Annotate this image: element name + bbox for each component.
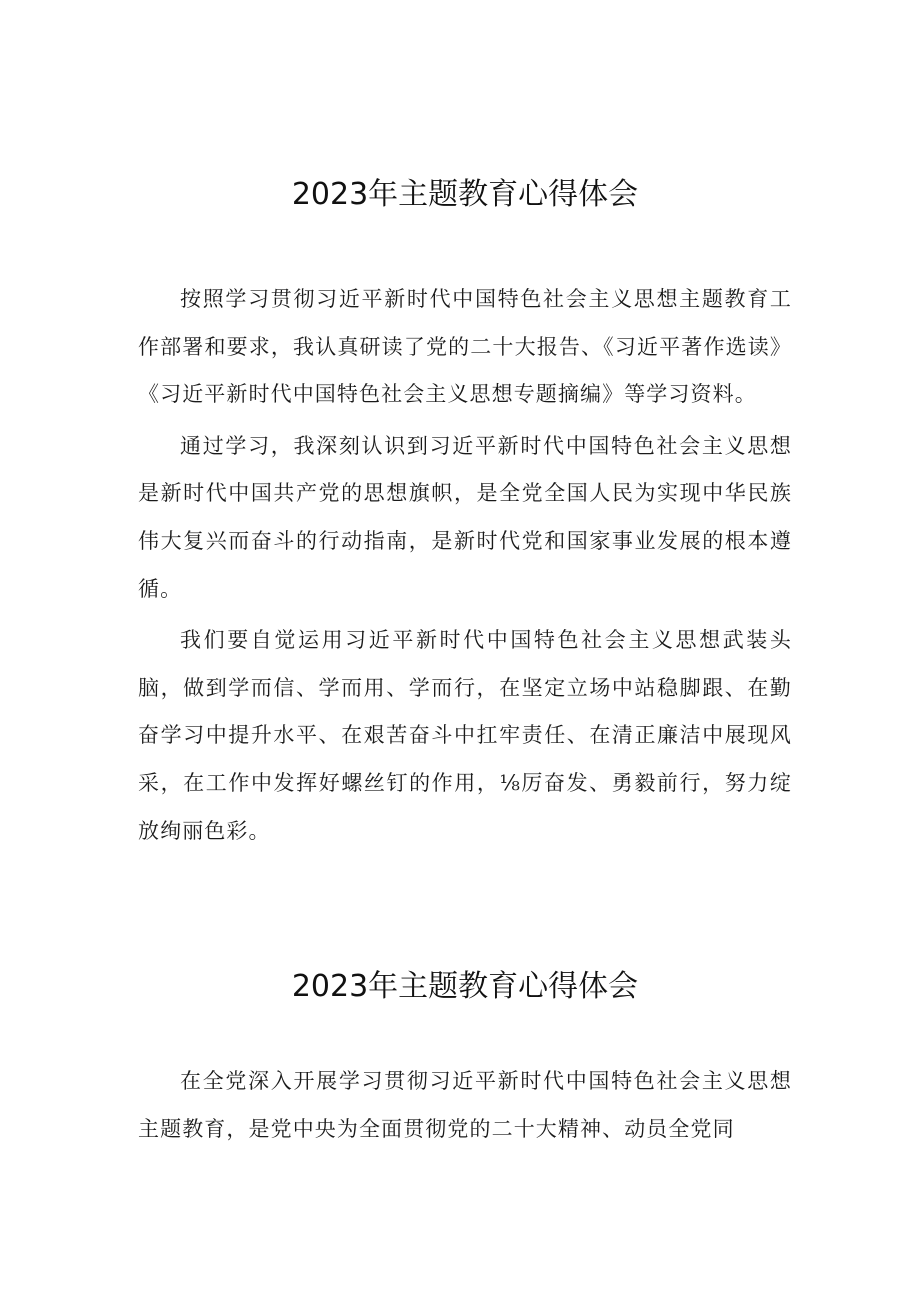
- essay-title: 2023年主题教育心得体会: [291, 177, 639, 212]
- essay-paragraph: 通过学习，我深刻认识到习近平新时代中国特色社会主义思想是新时代中国共产党的思想旗帜，是全党全国人民为实现中华民族伟大复兴而奋斗的行动指南，是新时代党和国家事业发展的根本遵循。: [138, 433, 792, 601]
- essay-section-2: [138, 962, 792, 1157]
- essay-section-1: [138, 170, 792, 859]
- essay-paragraph: 我们要自觉运用习近平新时代中国特色社会主义思想武装头脑，做到学而信、学而用、学而行，在坚定立场中站稳脚跟、在勤奋学习中提升水平、在艰苦奋斗中扛牢责任、在清正廉洁中展现风采，在工作中发挥好螺丝钉的作用，⅛厉奋发、勇毅前行，努力绽放绚丽色彩。: [138, 628, 792, 843]
- essay-paragraph: 在全党深入开展学习贯彻习近平新时代中国特色社会主义思想主题教育，是党中央为全面贯彻党的二十大精神、动员全党同: [138, 1069, 792, 1141]
- essay-title: 2023年主题教育心得体会: [291, 969, 639, 1004]
- essay-paragraph: 按照学习贯彻习近平新时代中国特色社会主义思想主题教育工作部署和要求，我认真研读了党的二十大报告、《习近平著作选读》《习近平新时代中国特色社会主义思想专题摘编》等学习资料。: [138, 287, 792, 407]
